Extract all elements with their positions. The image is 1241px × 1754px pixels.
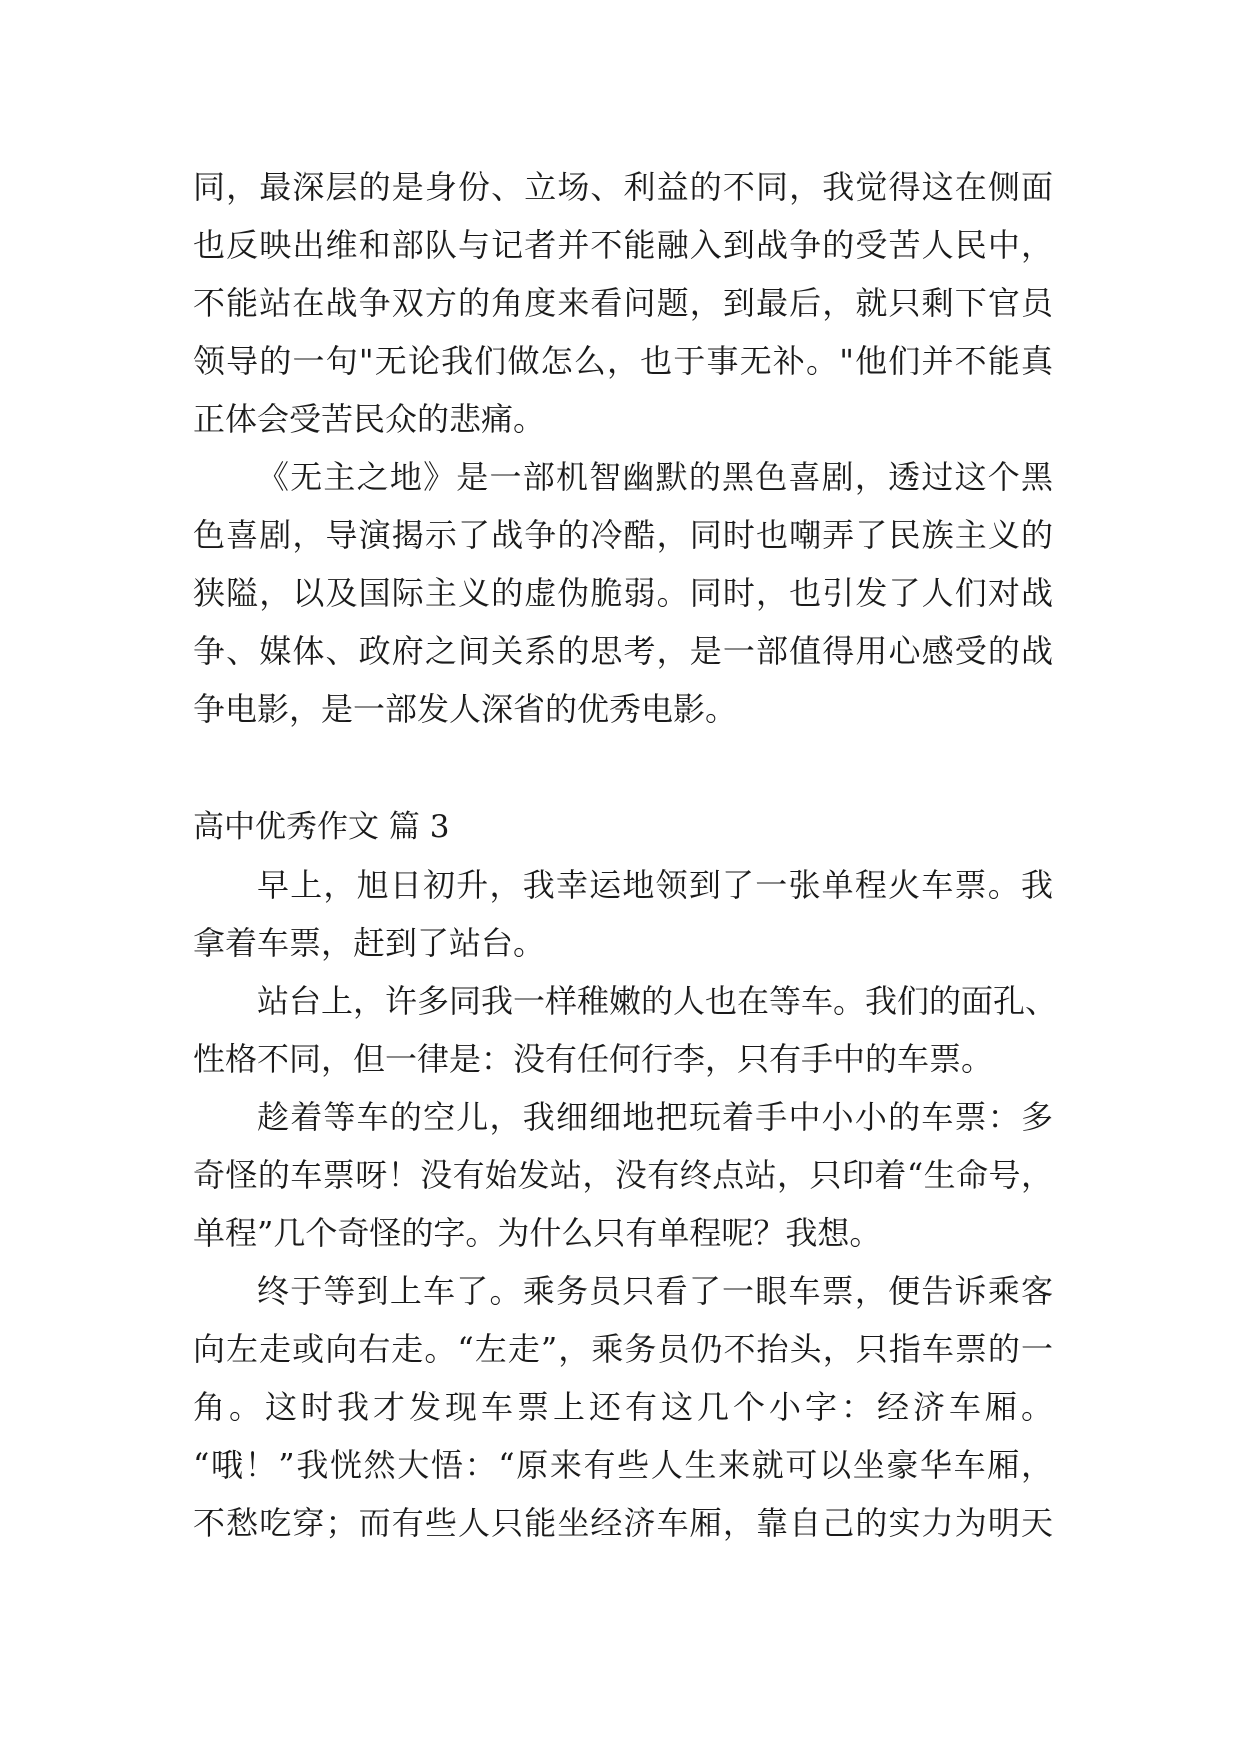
- paragraph-continued: [193, 158, 1053, 448]
- text-line: 终于等到上车了。乘务员只看了一眼车票，便告诉乘客: [257, 1272, 1053, 1310]
- text-line: 站台上，许多同我一样稚嫩的人也在等车。我们的面孔、: [257, 982, 1058, 1020]
- text-line: 单程”几个奇怪的字。为什么只有单程呢？我想。: [193, 1214, 882, 1252]
- text-line: 也反映出维和部队与记者并不能融入到战争的受苦人民中，: [193, 226, 1053, 264]
- text-line: 争、媒体、政府之间关系的思考，是一部值得用心感受的战: [193, 632, 1053, 670]
- text-line: “哦！”我恍然大悟：“原来有些人生来就可以坐豪华车厢，: [193, 1446, 1053, 1484]
- paragraph-2: [193, 972, 1058, 1088]
- text-line: 狭隘，以及国际主义的虚伪脆弱。同时，也引发了人们对战: [193, 574, 1053, 612]
- text-line: 向左走或向右走。“左走”，乘务员仍不抬头，只指车票的一: [193, 1330, 1053, 1368]
- text-line: 同，最深层的是身份、立场、利益的不同，我觉得这在侧面: [193, 168, 1053, 206]
- paragraph-3: [193, 1088, 1053, 1262]
- text-line: 性格不同，但一律是：没有任何行李，只有手中的车票。: [193, 1040, 994, 1078]
- text-line: 拿着车票，赶到了站台。: [193, 924, 546, 962]
- document-page: [193, 158, 1058, 1552]
- text-line: 领导的一句"无论我们做怎么，也于事无补。"他们并不能真: [193, 342, 1053, 380]
- blank-line: [193, 738, 1053, 796]
- text-line: 不能站在战争双方的角度来看问题，到最后，就只剩下官员: [193, 284, 1053, 322]
- text-line: 趁着等车的空儿，我细细地把玩着手中小小的车票：多: [257, 1098, 1053, 1136]
- essay-heading: 高中优秀作文 篇 3: [193, 809, 450, 845]
- paragraph-1: [193, 856, 1053, 972]
- text-line: 《无主之地》是一部机智幽默的黑色喜剧，透过这个黑: [257, 458, 1053, 496]
- text-line: 正体会受苦民众的悲痛。: [193, 400, 546, 438]
- text-line: 争电影，是一部发人深省的优秀电影。: [193, 690, 738, 728]
- text-line: 早上，旭日初升，我幸运地领到了一张单程火车票。我: [257, 866, 1053, 904]
- paragraph-4: [193, 1262, 1053, 1552]
- text-line: 角。这时我才发现车票上还有这几个小字：经济车厢。: [193, 1388, 1053, 1426]
- text-line: 色喜剧，导演揭示了战争的冷酷，同时也嘲弄了民族主义的: [193, 516, 1053, 554]
- paragraph-conclusion: [193, 448, 1053, 738]
- text-line: 不愁吃穿；而有些人只能坐经济车厢，靠自己的实力为明天: [193, 1504, 1053, 1542]
- text-line: 奇怪的车票呀！没有始发站，没有终点站，只印着“生命号，: [193, 1156, 1053, 1194]
